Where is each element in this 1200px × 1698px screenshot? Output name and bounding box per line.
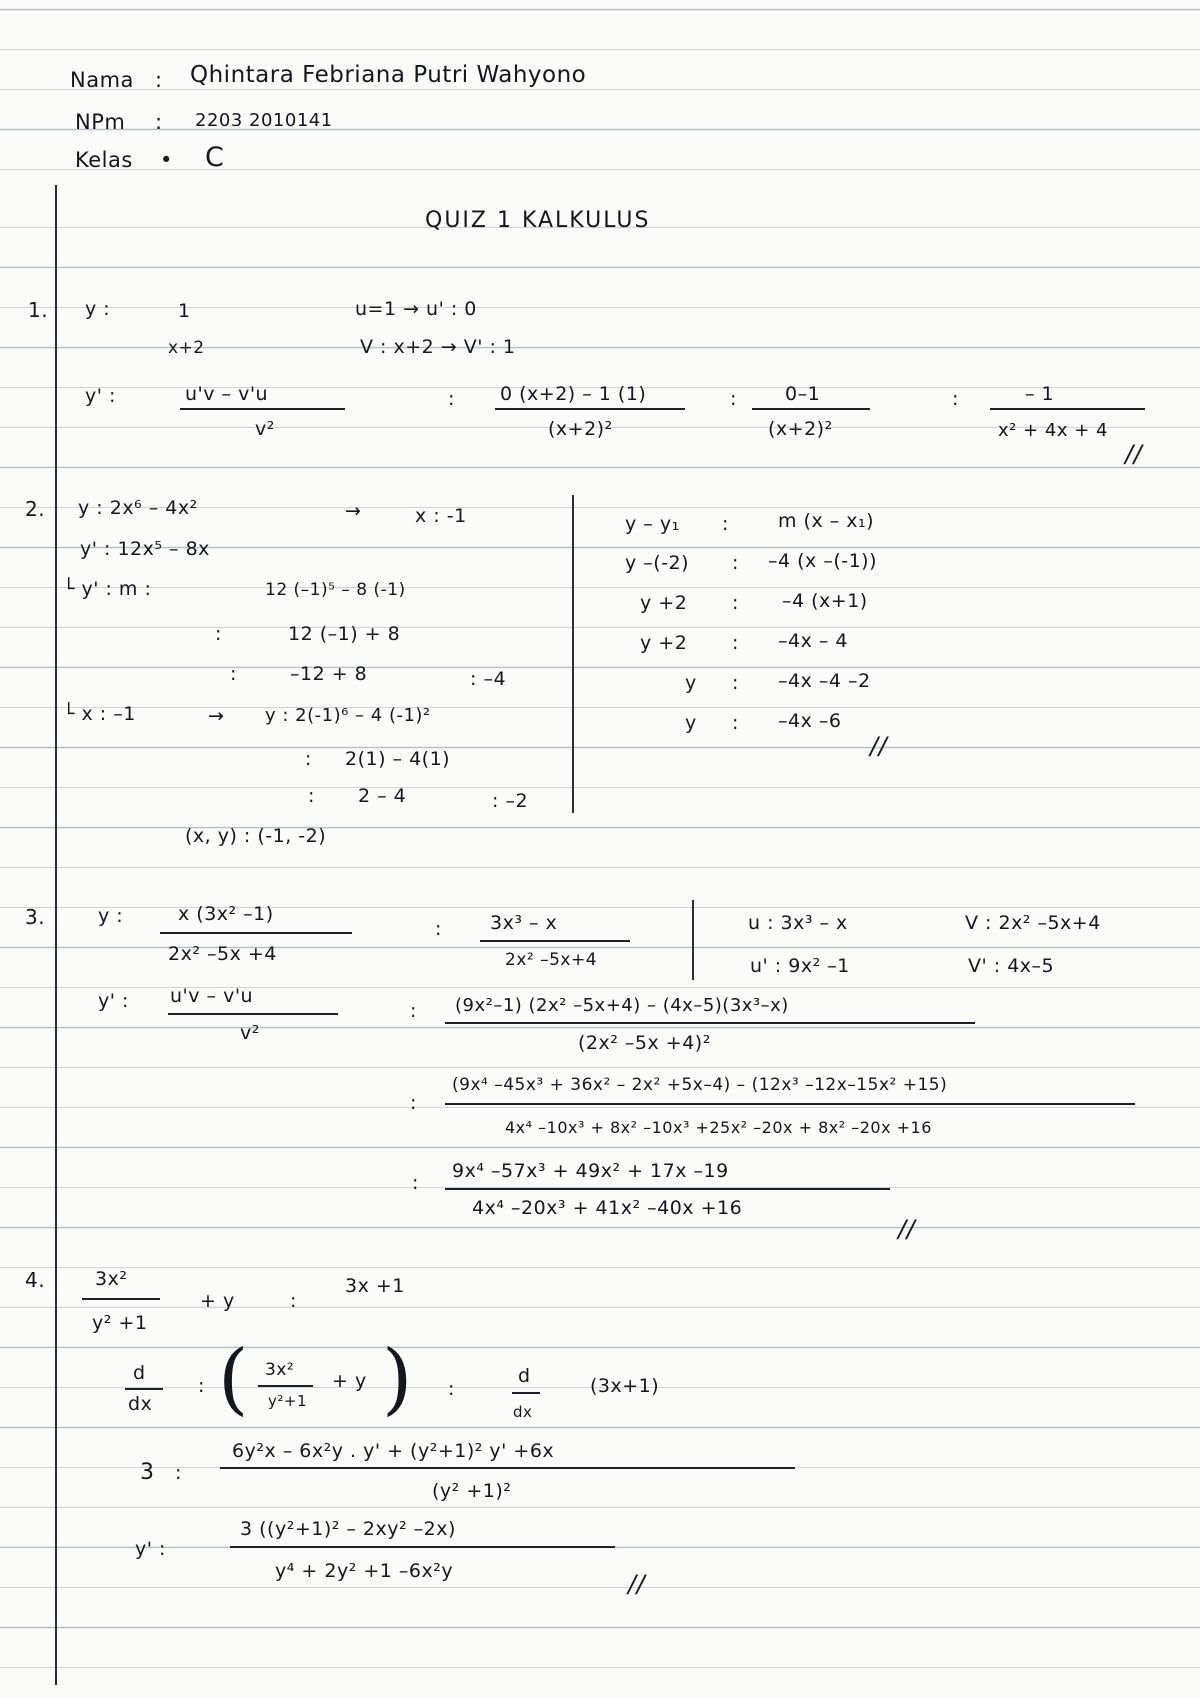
q4-f4-denominator: y⁴ + 2y² +1 –6x²y — [275, 1560, 454, 1582]
q2-line3b: 12 (–1)⁵ – 8 (-1) — [265, 580, 406, 600]
q3-divider — [692, 900, 694, 980]
q2-line8b: 2 – 4 — [358, 785, 407, 807]
fraction-bar — [82, 1298, 160, 1300]
q1-v-line: V : x+2 → V' : 1 — [360, 336, 516, 358]
q1-eq1: : — [448, 388, 455, 410]
q3-eq0: : — [435, 918, 442, 940]
q3-u: u : 3x³ – x — [748, 912, 848, 934]
q1-f2-denominator: (x+2)² — [548, 418, 613, 440]
q2-line4b: 12 (–1) + 8 — [288, 623, 401, 645]
name-label: Nama — [70, 68, 134, 92]
q1-yprime: y' : — [85, 385, 116, 407]
q1-f3-numerator: 0–1 — [785, 383, 821, 405]
fraction-bar — [258, 1385, 313, 1387]
npm-value: 2203 2010141 — [195, 110, 333, 131]
q3-f3-numerator: (9x²–1) (2x² –5x+4) – (4x–5)(3x³–x) — [455, 995, 789, 1016]
q1-eq2: : — [730, 388, 737, 410]
class-value: C — [205, 142, 225, 173]
q2-r6-eq: : — [732, 712, 739, 734]
margin-line — [55, 185, 57, 1685]
student-name: Qhintara Febriana Putri Wahyono — [190, 62, 587, 88]
q1-f4-denominator: x² + 4x + 4 — [998, 420, 1108, 441]
q4-f0-numerator: 3x² — [95, 1268, 128, 1290]
class-label: Kelas — [75, 148, 133, 172]
q4-d-numerator: d — [133, 1362, 146, 1384]
q4-eq2: : — [448, 1378, 455, 1400]
q4-inner-denominator: y²+1 — [268, 1392, 308, 1410]
q1-eq3: : — [952, 388, 959, 410]
q2-r3-lhs: y +2 — [640, 592, 688, 614]
q4-d-denominator: dx — [128, 1393, 153, 1415]
q3-v: V : 2x² –5x+4 — [965, 912, 1101, 934]
q2-divider — [572, 495, 574, 813]
q1-u-line: u=1 → u' : 0 — [355, 298, 477, 320]
q4-d2-denominator: dx — [513, 1403, 533, 1421]
q2-r5-eq: : — [732, 672, 739, 694]
q2-r1-lhs: y – y₁ — [625, 513, 680, 535]
q1-f1-numerator: u'v – v'u — [185, 383, 269, 405]
q3-eq4: : — [412, 1172, 419, 1194]
q3-f5-denominator: 4x⁴ –20x³ + 41x² –40x +16 — [472, 1197, 743, 1219]
npm-label: NPm — [75, 110, 126, 134]
fraction-bar — [480, 940, 630, 942]
q4-f0-denominator: y² +1 — [92, 1312, 148, 1334]
q2-line6b: y : 2(-1)⁶ – 4 (-1)² — [265, 705, 431, 726]
fraction-bar — [125, 1388, 163, 1390]
fraction-bar — [495, 408, 685, 410]
q3-eq2: : — [410, 1000, 417, 1022]
q2-line5a: : — [230, 663, 237, 685]
q3-f4-numerator: (9x⁴ –45x³ + 36x² – 2x² +5x–4) – (12x³ –12x–15x² +15) — [452, 1075, 948, 1095]
q2-r6-lhs: y — [685, 712, 697, 734]
q1-f2-numerator: 0 (x+2) – 1 (1) — [500, 383, 647, 405]
fraction-bar — [990, 408, 1145, 410]
q4-f4-numerator: 3 ((y²+1)² – 2xy² –2x) — [240, 1518, 456, 1540]
right-paren: ) — [382, 1334, 413, 1424]
q4-inner-numerator: 3x² — [265, 1360, 295, 1380]
q3-f3-denominator: (2x² –5x +4)² — [578, 1032, 711, 1054]
q2-r5-rhs: –4x –4 –2 — [778, 670, 871, 692]
q2-r3-rhs: –4 (x+1) — [782, 590, 868, 612]
q3-eq3: : — [410, 1092, 417, 1114]
q2-line5b: –12 + 8 — [290, 663, 368, 685]
q4-plus-y: + y — [200, 1290, 235, 1312]
q2-r3-eq: : — [732, 592, 739, 614]
fraction-bar — [220, 1467, 795, 1469]
q4-eq3: : — [175, 1462, 182, 1484]
q1-f4-numerator: – 1 — [1025, 383, 1055, 405]
q2-line4a: : — [215, 623, 222, 645]
fraction-bar — [445, 1103, 1135, 1105]
q3-f5-numerator: 9x⁴ –57x³ + 49x² + 17x –19 — [452, 1160, 729, 1182]
question-2-number: 2. — [25, 497, 46, 521]
q2-point: (x, y) : (-1, -2) — [185, 825, 327, 847]
question-4-number: 4. — [25, 1268, 46, 1292]
q2-line6a: └ x : –1 — [63, 703, 136, 725]
q1-y-denominator: x+2 — [168, 338, 205, 358]
q3-u-prime: u' : 9x² –1 — [750, 955, 850, 977]
q4-d2-numerator: d — [518, 1365, 531, 1387]
q2-r2-eq: : — [732, 552, 739, 574]
q2-r2-lhs: y –(-2) — [625, 552, 690, 574]
q4-inner-plus-y: + y — [332, 1370, 367, 1392]
q2-line3a: └ y' : m : — [63, 578, 152, 600]
class-separator: • — [160, 148, 173, 172]
q4-rhs1: (3x+1) — [590, 1375, 660, 1397]
fraction-bar — [445, 1188, 890, 1190]
q2-line5c: : –4 — [470, 668, 507, 690]
q2-r4-eq: : — [732, 632, 739, 654]
q2-r5-lhs: y — [685, 672, 697, 694]
q1-y: y : — [85, 298, 111, 320]
q2-line8c: : –2 — [492, 790, 529, 812]
fraction-bar — [752, 408, 870, 410]
q2-r1-rhs: m (x – x₁) — [778, 510, 875, 532]
q2-line1-arrow: → — [345, 500, 362, 522]
q3-yprime: y' : — [98, 990, 129, 1012]
q1-y-numerator: 1 — [178, 300, 191, 322]
q4-eq1: : — [198, 1375, 205, 1397]
q2-r2-rhs: –4 (x –(-1)) — [768, 550, 878, 572]
q2-line7b: 2(1) – 4(1) — [345, 748, 451, 770]
q2-line1: y : 2x⁶ – 4x² — [78, 497, 198, 519]
q4-rhs0: 3x +1 — [345, 1275, 405, 1297]
q1-f1-denominator: v² — [255, 418, 275, 440]
q3-v-prime: V' : 4x–5 — [968, 955, 1055, 977]
quiz-title: QUIZ 1 KALKULUS — [425, 208, 651, 233]
q2-line6-arrow: → — [208, 705, 225, 727]
q2-line8a: : — [308, 785, 315, 807]
q4-f3-numerator: 6y²x – 6x²y . y' + (y²+1)² y' +6x — [232, 1440, 555, 1462]
question-1-number: 1. — [28, 298, 49, 322]
q4-three: 3 — [140, 1460, 155, 1485]
q2-r1-eq: : — [722, 513, 729, 535]
fraction-bar — [180, 408, 345, 410]
q3-f4-denominator: 4x⁴ –10x³ + 8x² –10x³ +25x² –20x + 8x² –20x +16 — [505, 1118, 932, 1137]
q1-f3-denominator: (x+2)² — [768, 418, 833, 440]
fraction-bar — [230, 1546, 615, 1548]
q4-eq0: : — [290, 1290, 297, 1312]
q2-line7a: : — [305, 748, 312, 770]
npm-separator: : — [155, 110, 163, 134]
question-3-number: 3. — [25, 905, 46, 929]
q3-f1-denominator: 2x² –5x+4 — [505, 950, 598, 970]
fraction-bar — [160, 932, 352, 934]
q2-r6-rhs: –4x –6 — [778, 710, 842, 732]
q2-r4-lhs: y +2 — [640, 632, 688, 654]
q3-f0-denominator: 2x² –5x +4 — [168, 943, 277, 965]
q2-check-mark: // — [870, 732, 888, 760]
q2-line2: y' : 12x⁵ – 8x — [80, 538, 210, 560]
q3-f0-numerator: x (3x² –1) — [178, 903, 274, 925]
fraction-bar — [168, 1013, 338, 1015]
q2-r4-rhs: –4x – 4 — [778, 630, 848, 652]
q4-check-mark: // — [628, 1570, 646, 1598]
fraction-bar — [445, 1022, 975, 1024]
q3-f1-numerator: 3x³ – x — [490, 912, 558, 934]
fraction-bar — [512, 1392, 540, 1394]
q4-yprime: y' : — [135, 1538, 166, 1560]
q2-line1-x: x : -1 — [415, 505, 467, 527]
q4-f3-denominator: (y² +1)² — [432, 1480, 512, 1502]
q3-check-mark: // — [898, 1215, 916, 1243]
q1-check-mark: // — [1125, 440, 1143, 468]
q3-y: y : — [98, 905, 124, 927]
name-separator: : — [155, 68, 163, 92]
q3-f2-denominator: v² — [240, 1022, 260, 1044]
left-paren: ( — [218, 1334, 249, 1424]
q3-f2-numerator: u'v – v'u — [170, 985, 254, 1007]
